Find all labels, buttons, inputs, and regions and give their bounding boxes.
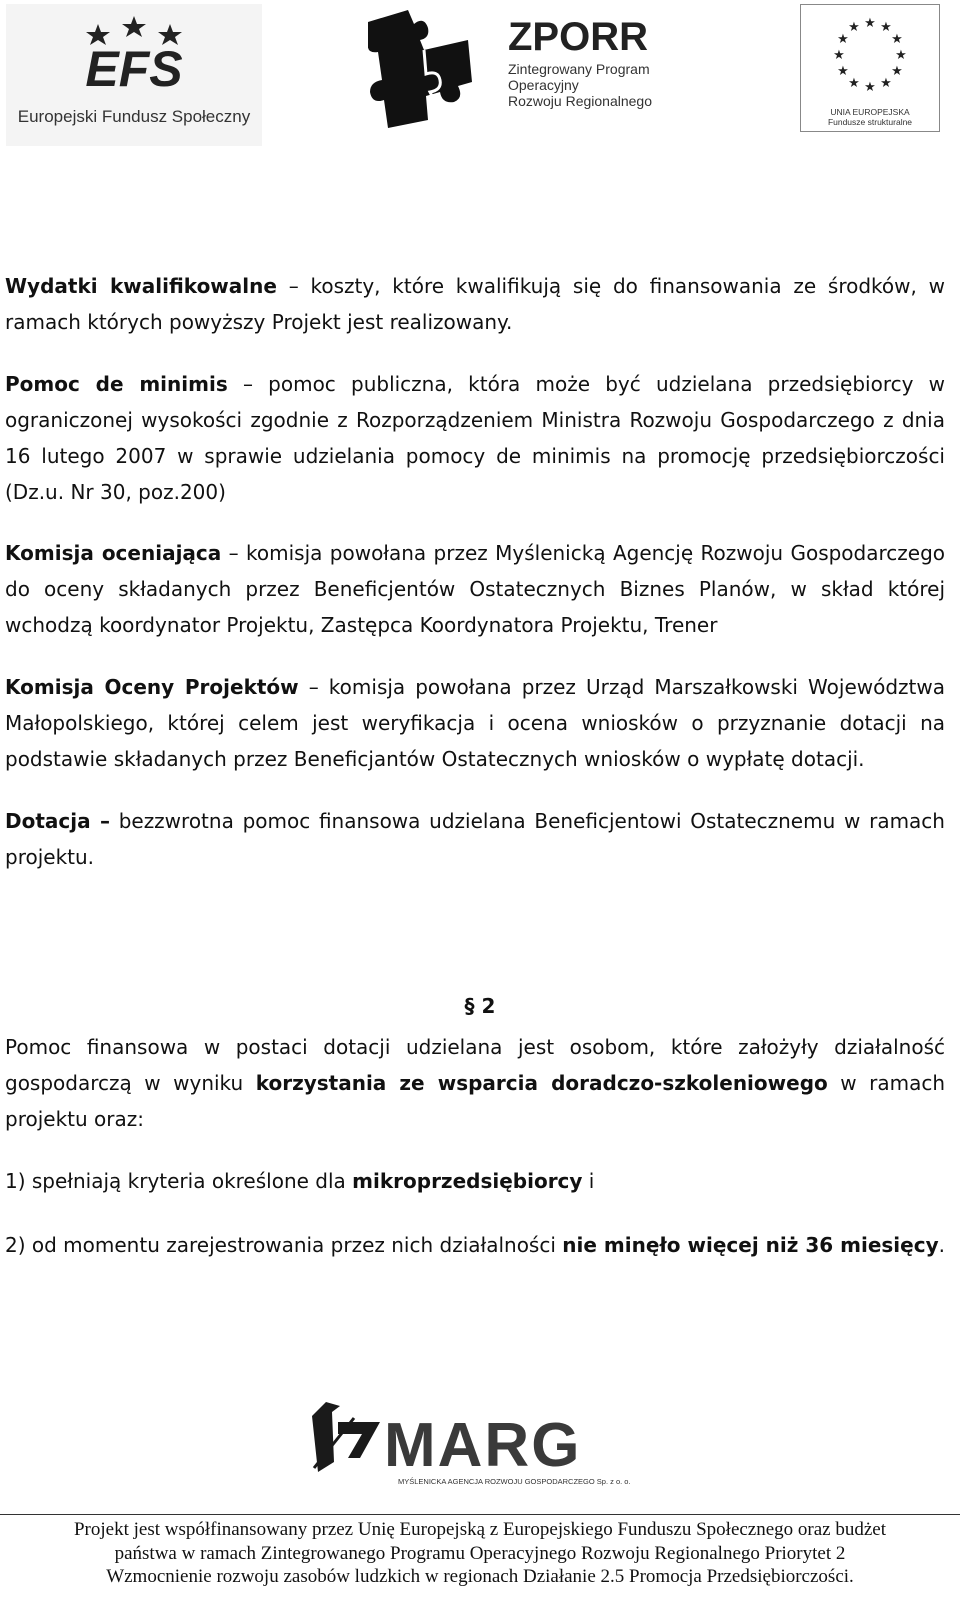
svg-text:★: ★ <box>864 16 876 31</box>
section-paragraph-emphasis: korzystania ze wsparcia doradczo-szkoleniowego <box>255 1071 828 1095</box>
definition-text: pomoc publiczna, która może być udzielana przedsiębiorcy w ograniczonej wysokości zgodnie z Rozporządzeniem Ministra Rozwoju Gospodarczego z dnia 16 lutego 2007 w sprawie udzielania pomocy de minimis na promocję przedsiębiorczości (Dz.u. Nr 30, poz.200) <box>5 372 946 504</box>
definition-term: Komisja Oceny Projektów <box>5 675 299 699</box>
definition-separator: – <box>221 541 247 565</box>
marg-title-text: MARG <box>384 1411 582 1480</box>
definition-separator <box>110 809 119 833</box>
section-paragraph-text: Pomoc finansowa w postaci dotacji udzielana jest osobom, które założyły działalność gospodarczą w wyniku <box>5 1035 945 1095</box>
eu-logo <box>800 4 940 132</box>
definition-separator: – <box>227 372 269 396</box>
footer <box>0 1518 960 1589</box>
section-paragraph <box>5 1029 945 1137</box>
efs-name-text: Europejski Fundusz Społeczny <box>17 107 251 126</box>
definition-text: komisja powołana przez Myślenicką Agencję Rozwoju Gospodarczego do oceny składanych przez Beneficjentów Ostatecznych Biznes Planów, w skład której wchodzą koordynator Projektu, Zastępca Koordynatora Projektu, Trener <box>5 541 946 637</box>
svg-text:★: ★ <box>880 76 892 91</box>
eu-line2-text: Fundusze strukturalne <box>827 117 913 127</box>
list-item-1 <box>5 1163 945 1199</box>
eu-line1-text: UNIA EUROPEJSKA <box>830 107 910 117</box>
svg-text:★: ★ <box>833 48 845 63</box>
zporr-line1-text: Zintegrowany Program <box>508 61 650 77</box>
svg-text:★: ★ <box>895 48 907 63</box>
definition-text: bezzwrotna pomoc finansowa udzielana Beneficjentowi Ostatecznemu w ramach projektu. <box>5 809 945 869</box>
footer-divider <box>0 1514 960 1515</box>
definition-term: Komisja oceniająca <box>5 541 222 565</box>
definition-dotacja <box>5 803 945 875</box>
zporr-logo-graphic <box>368 4 668 130</box>
list-item-text: 1) spełniają kryteria określone dla <box>5 1169 353 1193</box>
definition-term: Dotacja – <box>5 809 110 833</box>
zporr-logo <box>368 4 668 130</box>
footer-line-2: państwa w ramach Zintegrowanego Programu Operacyjnego Rozwoju Regionalnego Priorytet 2 <box>114 1542 846 1564</box>
marg-logo-graphic <box>310 1402 640 1512</box>
efs-logo-graphic <box>6 4 262 146</box>
definition-term: Pomoc de minimis <box>5 372 228 396</box>
definition-komisja-oceniajaca <box>5 535 945 643</box>
section-heading: § 2 <box>464 994 496 1018</box>
zporr-line2-text: Operacyjny <box>508 77 579 93</box>
svg-text:★: ★ <box>891 64 903 79</box>
svg-text:★: ★ <box>848 20 860 35</box>
definition-komisja-oceny-projektow <box>5 669 945 777</box>
svg-text:★: ★ <box>864 80 876 95</box>
list-item-emphasis: nie minęło więcej niż 36 miesięcy <box>562 1233 939 1257</box>
footer-line-3: Wzmocnienie rozwoju zasobów ludzkich w regionach Działanie 2.5 Promocja Przedsiębiorczości. <box>106 1566 854 1587</box>
list-item-text: 2) od momentu zarejestrowania przez nich działalności <box>5 1233 563 1257</box>
definition-text: koszty, które kwalifikują się do finansowania ze środków, w ramach których powyższy Projekt jest realizowany. <box>5 274 945 334</box>
header-logos <box>0 0 960 150</box>
list-item-text-end: i <box>582 1169 595 1193</box>
definition-separator: – <box>276 274 311 298</box>
marg-subtitle-text: MYŚLENICKA AGENCJA ROZWOJU GOSPODARCZEGO Sp. z o. o. <box>398 1477 631 1486</box>
list-item-text-end: . <box>938 1233 945 1257</box>
definition-wydatki-kwalifikowalne <box>5 268 945 340</box>
svg-text:★: ★ <box>880 20 892 35</box>
marg-logo <box>310 1402 640 1512</box>
list-item-2 <box>5 1227 945 1263</box>
definition-separator: – <box>298 675 329 699</box>
efs-mark-text: EFS <box>85 41 183 97</box>
list-item-emphasis: mikroprzedsiębiorcy <box>352 1169 583 1193</box>
zporr-line3-text: Rozwoju Regionalnego <box>508 93 652 109</box>
footer-line-1: Projekt jest współfinansowany przez Unię Europejską z Europejskiego Funduszu Społecznego oraz budżet <box>73 1519 887 1540</box>
svg-text:★: ★ <box>848 76 860 91</box>
definition-term: Wydatki kwalifikowalne <box>5 274 277 298</box>
definition-text: komisja powołana przez Urząd Marszałkowski Województwa Małopolskiego, której celem jest weryfikacja i ocena wniosków o przyznanie dotacji na podstawie składanych przez Beneficjantów Ostatecznych wniosków o wypłatę dotacji. <box>5 675 945 771</box>
svg-text:★: ★ <box>837 32 849 47</box>
efs-logo <box>6 4 262 146</box>
zporr-title-text: ZPORR <box>508 15 648 59</box>
definition-pomoc-de-minimis <box>5 366 945 510</box>
svg-text:★: ★ <box>891 32 903 47</box>
section-paragraph-text-end: w ramach projektu oraz: <box>5 1071 946 1131</box>
eu-stars-graphic <box>801 5 939 131</box>
svg-text:★: ★ <box>837 64 849 79</box>
